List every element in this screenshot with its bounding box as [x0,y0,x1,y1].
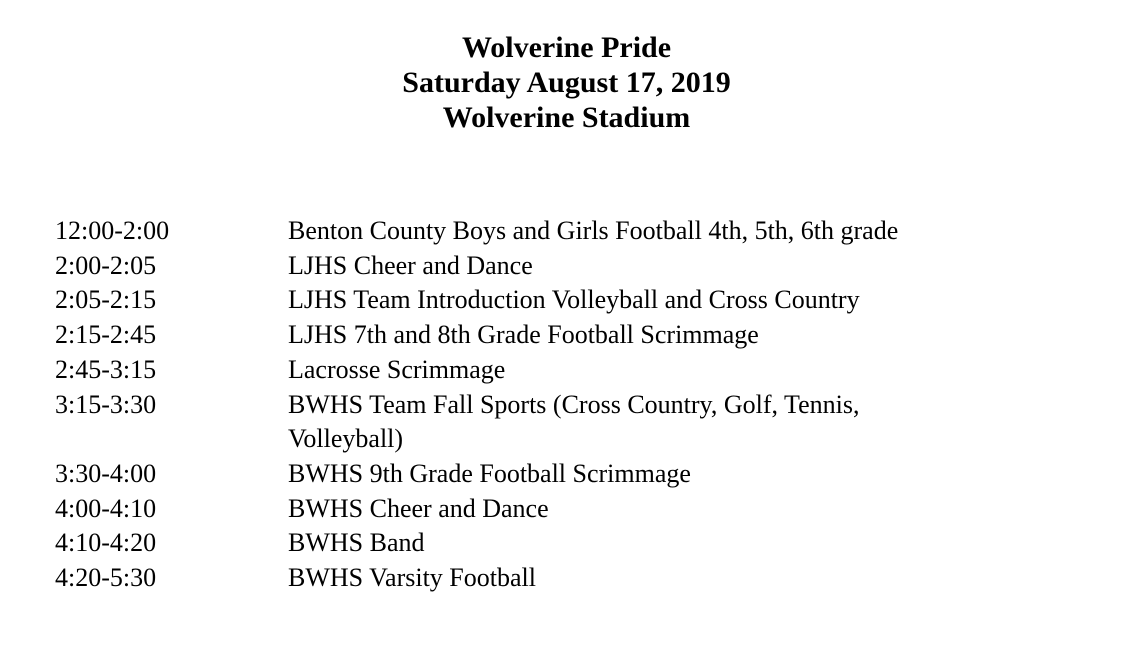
schedule-row [55,388,1095,457]
schedule-row [55,283,1095,318]
schedule-row [55,526,1095,561]
schedule-event: BWHS Band [288,528,425,558]
schedule-time: 4:20-5:30 [55,563,157,593]
schedule-row [55,214,1095,249]
schedule-time: 2:00-2:05 [55,250,157,280]
schedule-row [55,249,1095,284]
schedule-row [55,561,1095,596]
schedule-row [55,353,1095,388]
schedule-time: 12:00-2:00 [55,216,170,245]
schedule-event: LJHS Team Introduction Volleyball and Cross Country [288,285,860,315]
schedule-event: BWHS Team Fall Sports (Cross Country, Golf, Tennis, Volleyball) [288,389,860,454]
schedule-row [55,492,1095,527]
schedule-time: 2:05-2:15 [55,285,157,315]
event-date: Saturday August 17, 2019 [402,66,731,99]
schedule-time: 2:15-2:45 [55,320,157,350]
event-venue: Wolverine Stadium [442,101,691,134]
schedule-time: 4:10-4:20 [55,528,157,558]
schedule-event: BWHS 9th Grade Football Scrimmage [288,458,691,488]
schedule-time: 4:00-4:10 [55,493,157,523]
schedule-event: Lacrosse Scrimmage [288,354,506,384]
event-title: Wolverine Pride [461,31,672,64]
schedule-time: 2:45-3:15 [55,354,157,384]
schedule-event: LJHS 7th and 8th Grade Football Scrimmage [288,320,759,350]
schedule-event: LJHS Cheer and Dance [288,250,533,280]
schedule-event: Benton County Boys and Girls Football 4th, 5th, 6th grade [288,216,899,245]
schedule-list [55,214,1095,596]
schedule-time: 3:30-4:00 [55,458,157,488]
schedule-row [55,318,1095,353]
schedule-event: BWHS Varsity Football [288,563,536,593]
schedule-event: BWHS Cheer and Dance [288,493,549,523]
document-header [0,30,1123,135]
schedule-time: 3:15-3:30 [55,389,157,419]
schedule-row [55,457,1095,492]
